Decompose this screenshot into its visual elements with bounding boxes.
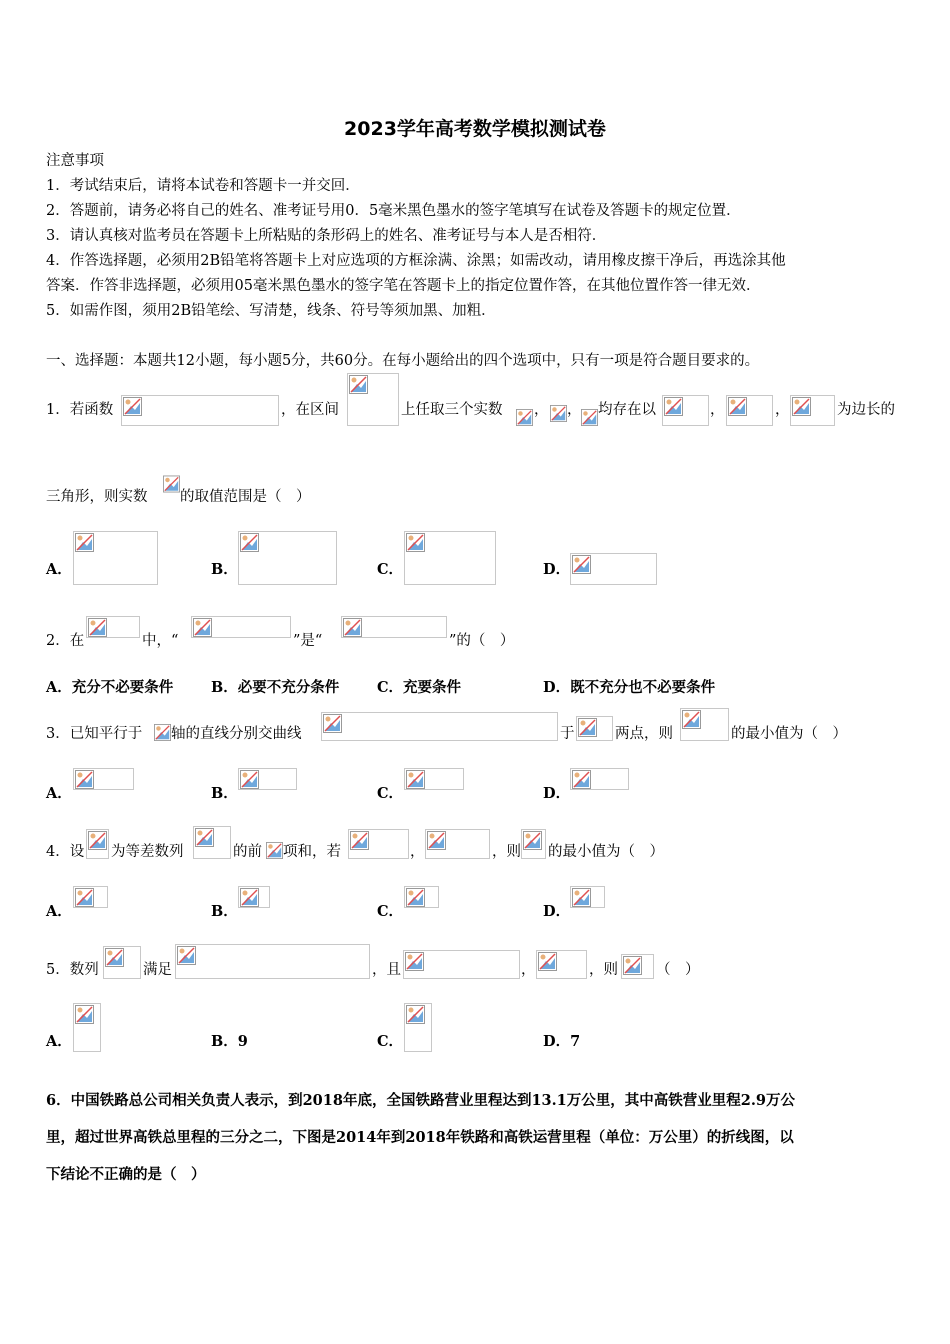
q5-text-5: （ ） (656, 962, 700, 978)
q2-text-4: ”的（ ） (449, 633, 515, 649)
q1-text-3: 上任取三个实数 (401, 402, 503, 418)
broken-image-icon (75, 888, 94, 907)
q4-text-4: 项和，若 (283, 844, 341, 860)
broken-image-icon (343, 618, 362, 637)
q2-text-2: 中，“ (142, 633, 179, 649)
broken-image-icon (163, 474, 180, 494)
broken-image-icon (427, 831, 446, 850)
broken-image-icon (105, 948, 124, 967)
q1-option-d-label[interactable]: D． (543, 561, 571, 578)
broken-image-icon (572, 888, 591, 907)
q2-text-1: 2．在 (46, 633, 85, 649)
q5-option-a-label[interactable]: A． (46, 1033, 72, 1050)
broken-image-icon (682, 710, 701, 729)
q1-text-2: ，在区间 (281, 402, 339, 418)
section-1-heading: 一、选择题：本题共12小题，每小题5分，共60分。在每小题给出的四个选项中，只有一项是符合题目要求的。 (46, 353, 760, 369)
broken-image-icon (195, 828, 214, 847)
broken-image-icon (350, 831, 369, 850)
q3-option-b-label[interactable]: B． (211, 785, 238, 802)
broken-image-icon (88, 618, 107, 637)
broken-image-icon (728, 397, 747, 416)
q3-text-2: 轴的直线分别交曲线 (171, 726, 302, 742)
q1-interval-image (347, 373, 399, 426)
broken-image-icon (572, 770, 591, 789)
broken-image-icon (664, 397, 683, 416)
q4-text-1: 4．设 (46, 844, 85, 860)
notice-item-1: 1．考试结束后，请将本试卷和答题卡一并交回． (46, 178, 360, 194)
notice-heading: 注意事项 (46, 153, 104, 169)
q1-option-c-image (404, 531, 496, 585)
q5-option-a-image (73, 1003, 101, 1052)
broken-image-icon (405, 952, 424, 971)
broken-image-icon (75, 533, 94, 552)
q3-option-b-image (238, 768, 297, 790)
q5-sequence-image (103, 946, 141, 979)
q2-option-c[interactable]: C．充要条件 (377, 679, 462, 696)
notice-item-5: 5．如需作图，须用2B铅笔绘、写清楚，线条、符号等须加黑、加粗． (46, 303, 496, 319)
q5-option-d[interactable]: D．7 (543, 1033, 581, 1050)
broken-image-icon (406, 770, 425, 789)
q4-text-3: 的前 (233, 844, 262, 860)
q3-option-d-label[interactable]: D． (543, 785, 571, 802)
q4-option-d-label[interactable]: D． (543, 903, 571, 920)
q2-option-b[interactable]: B．必要不充分条件 (211, 679, 340, 696)
q1-text-5: 为边长的 (837, 402, 895, 418)
q5-option-b[interactable]: B．9 (211, 1033, 248, 1050)
q4-text-6: 的最小值为（ ） (548, 844, 664, 860)
notice-item-2: 2．答题前，请务必将自己的姓名、准考证号用0．5毫米黑色墨水的签字笔填写在试卷及答题卡的规定位置． (46, 203, 741, 219)
broken-image-icon (578, 718, 597, 737)
q3-text-3: 于 (560, 726, 575, 742)
q2-condition-image-2 (341, 616, 447, 638)
broken-image-icon (406, 1005, 425, 1024)
q1-side-image-1 (662, 395, 709, 426)
broken-image-icon (123, 397, 142, 416)
q4-option-b-label[interactable]: B． (211, 903, 238, 920)
q4-option-a-image (73, 886, 108, 908)
q3-option-a-image (73, 768, 134, 790)
broken-image-icon (323, 714, 342, 733)
broken-image-icon (538, 952, 557, 971)
notice-item-4-cont: 答案．作答非选择题，必须用05毫米黑色墨水的签字笔在答题卡上的指定位置作答，在其他位置作答一律无效． (46, 278, 761, 294)
q1-comma-4: ， (775, 402, 790, 418)
q2-option-a[interactable]: A．充分不必要条件 (46, 679, 174, 696)
q1-option-a-image (73, 531, 158, 585)
q5-comma-1: ， (521, 962, 536, 978)
broken-image-icon (623, 956, 642, 975)
notice-item-3: 3．请认真核对监考员在答题卡上所粘贴的条形码上的姓名、准考证号与本人是否相符． (46, 228, 607, 244)
q1-text-7: 的取值范围是（ ） (180, 489, 311, 505)
broken-image-icon (523, 831, 542, 850)
q4-condition-image-2 (425, 829, 490, 859)
q5-text-1: 5．数列 (46, 962, 99, 978)
broken-image-icon (75, 770, 94, 789)
q3-text-1: 3．已知平行于 (46, 726, 143, 742)
q4-text-2: 为等差数列 (111, 844, 184, 860)
broken-image-icon (177, 946, 196, 965)
q4-text-5: ，则 (492, 844, 521, 860)
q2-condition-image-1 (191, 616, 291, 638)
q1-option-b-label[interactable]: B． (211, 561, 238, 578)
q3-points-image (576, 716, 613, 741)
q1-option-d-image (570, 553, 657, 585)
q5-text-4: ，则 (589, 962, 618, 978)
q1-formula-image (121, 395, 279, 426)
q4-option-a-label[interactable]: A． (46, 903, 72, 920)
q1-text-4: 均存在以 (598, 402, 656, 418)
q3-distance-image (680, 708, 729, 741)
broken-image-icon (581, 409, 598, 426)
q3-option-c-image (404, 768, 464, 790)
broken-image-icon (75, 1005, 94, 1024)
notice-item-4: 4．作答选择题，必须用2B铅笔将答题卡上对应选项的方框涂满、涂黑；如需改动，请用橡皮擦干净后，再选涂其他 (46, 253, 786, 269)
q1-comma-2: ， (567, 402, 582, 418)
broken-image-icon (154, 724, 171, 741)
broken-image-icon (240, 533, 259, 552)
q4-sn-image (86, 829, 109, 859)
q1-side-image-2 (726, 395, 773, 426)
q3-text-4: 两点，则 (615, 726, 673, 742)
q4-target-image (521, 829, 546, 859)
q6-text-1: 6．中国铁路总公司相关负责人表示，到2018年底，全国铁路营业里程达到13.1万公里，其中高铁营业里程2.9万公 (46, 1092, 795, 1109)
q5-condition-image-1 (403, 950, 520, 979)
q1-comma-1: ， (534, 402, 549, 418)
q1-side-image-3 (790, 395, 835, 426)
q5-recurrence-image (175, 944, 370, 979)
q5-option-c-image (404, 1003, 432, 1052)
q1-option-c-label[interactable]: C． (377, 561, 404, 578)
q1-comma-3: ， (710, 402, 725, 418)
q3-option-d-image (570, 768, 629, 790)
q5-text-3: ，且 (372, 962, 401, 978)
broken-image-icon (266, 842, 283, 859)
q3-option-a-label[interactable]: A． (46, 785, 72, 802)
q2-text-3: ”是“ (293, 633, 323, 649)
broken-image-icon (193, 618, 212, 637)
broken-image-icon (406, 533, 425, 552)
broken-image-icon (240, 770, 259, 789)
q4-option-b-image (238, 886, 270, 908)
q1-option-a-label[interactable]: A． (46, 561, 72, 578)
q5-text-2: 满足 (143, 962, 172, 978)
q6-text-3: 下结论不正确的是（ ） (46, 1166, 206, 1183)
q4-option-c-label[interactable]: C． (377, 903, 404, 920)
q4-condition-image-1 (348, 829, 409, 859)
broken-image-icon (240, 888, 259, 907)
q4-option-d-image (570, 886, 605, 908)
page-title: 2023学年高考数学模拟测试卷 (344, 118, 606, 140)
broken-image-icon (349, 375, 368, 394)
q3-text-5: 的最小值为（ ） (731, 726, 847, 742)
broken-image-icon (572, 555, 591, 574)
q5-target-image (621, 954, 654, 979)
q1-option-b-image (238, 531, 337, 585)
broken-image-icon (406, 888, 425, 907)
q1-text-1: 1．若函数 (46, 402, 114, 418)
q4-sequence-image (193, 826, 231, 859)
q2-triangle-image (86, 616, 140, 638)
q5-option-c-label[interactable]: C． (377, 1033, 404, 1050)
q5-condition-image-2 (536, 950, 587, 979)
q4-comma-1: ， (410, 844, 425, 860)
q6-text-2: 里，超过世界高铁总里程的三分之二，下图是2014年到2018年铁路和高铁运营里程（单位：万公里）的折线图，以 (46, 1129, 794, 1146)
broken-image-icon (792, 397, 811, 416)
q2-option-d[interactable]: D．既不充分也不必要条件 (543, 679, 716, 696)
q4-option-c-image (404, 886, 439, 908)
broken-image-icon (88, 831, 107, 850)
broken-image-icon (516, 409, 533, 426)
q3-curve-image (321, 712, 558, 741)
q1-text-6: 三角形，则实数 (46, 489, 148, 505)
q3-option-c-label[interactable]: C． (377, 785, 404, 802)
broken-image-icon (550, 405, 567, 422)
